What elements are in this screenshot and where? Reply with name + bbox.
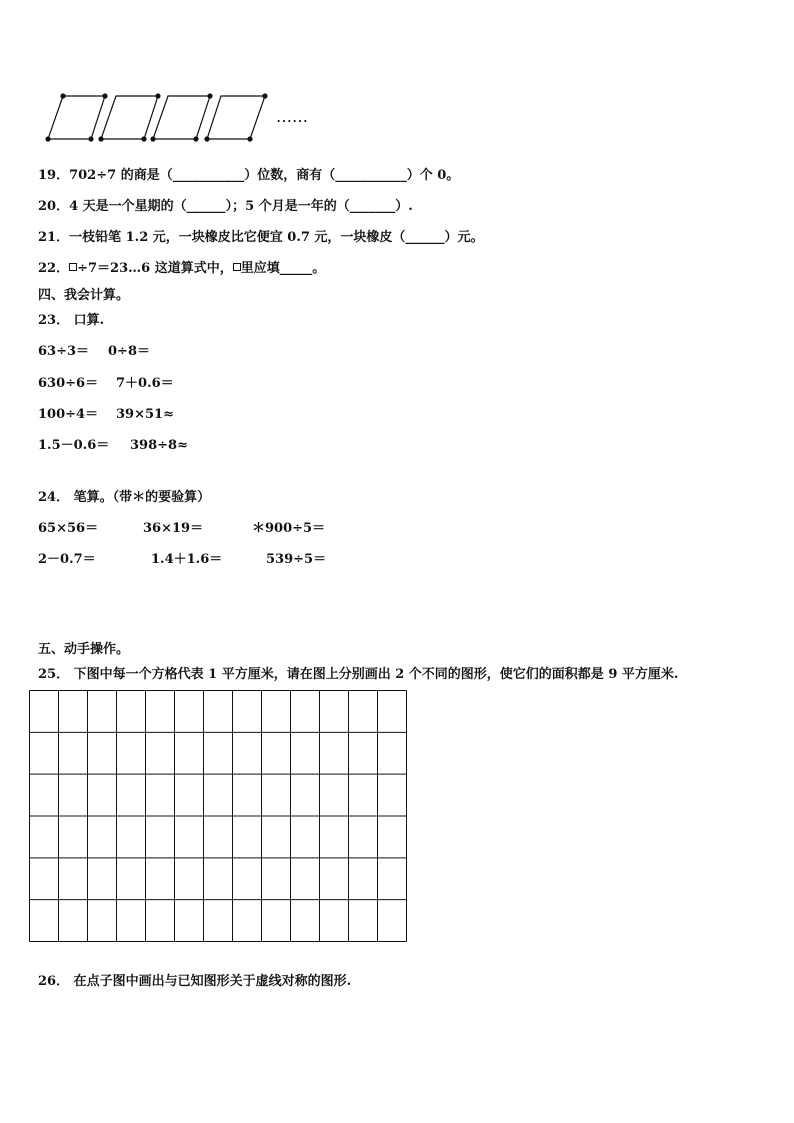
written-calc-item: 65×56＝ bbox=[38, 521, 99, 536]
section-4-heading: 四、我会计算。 bbox=[38, 288, 130, 303]
oral-calc-item: 398÷8≈ bbox=[130, 438, 188, 453]
oral-calc-item: 39×51≈ bbox=[116, 407, 174, 422]
question-25: 25． 下图中每一个方格代表 1 平方厘米，请在图上分别画出 2 个不同的图形，使它们的面积都是 9 平方厘米. bbox=[38, 667, 679, 682]
question-21: 21．一枝铅笔 1.2 元，一块橡皮比它便宜 0.7 元，一块橡皮（______）元。 bbox=[38, 230, 484, 245]
answer-blank[interactable]: ______ bbox=[405, 230, 445, 245]
answer-blank[interactable]: ______ bbox=[186, 199, 226, 214]
square-placeholder-icon bbox=[233, 263, 241, 271]
parallelogram-sequence-figure bbox=[0, 0, 794, 160]
written-calc-item: 1.4＋1.6＝ bbox=[151, 552, 223, 567]
oral-calc-item: 1.5－0.6＝ bbox=[38, 438, 110, 453]
square-placeholder-icon bbox=[69, 263, 77, 271]
parallelogram-2 bbox=[101, 96, 158, 139]
oral-calc-item: 63÷3＝ bbox=[38, 344, 90, 359]
oral-calc-item: 0÷8＝ bbox=[108, 344, 150, 359]
question-number: 22． bbox=[38, 261, 70, 276]
answer-blank[interactable]: _______ bbox=[349, 199, 396, 214]
section-5-heading: 五、动手操作。 bbox=[38, 642, 130, 657]
question-number: 20． bbox=[38, 199, 70, 214]
square-grid[interactable] bbox=[29, 690, 409, 944]
answer-blank[interactable]: _____ bbox=[279, 261, 313, 276]
oral-calc-item: 100÷4＝ bbox=[38, 407, 99, 422]
oral-calc-item: 630÷6＝ bbox=[38, 376, 99, 391]
parallelogram-3 bbox=[153, 96, 210, 139]
figure-ellipsis: …… bbox=[276, 107, 308, 126]
parallelogram-1 bbox=[48, 96, 105, 139]
question-23-title: 23． 口算. bbox=[38, 313, 105, 328]
question-19: 19．702÷7 的商是（___________）位数，商有（___________）个 0。 bbox=[38, 168, 460, 183]
question-number: 19． bbox=[38, 168, 70, 183]
answer-blank[interactable]: ___________ bbox=[335, 168, 407, 183]
question-20: 20．4 天是一个星期的（______）；5 个月是一年的（_______）. bbox=[38, 199, 413, 214]
written-calc-item: ＊900÷5＝ bbox=[252, 521, 326, 536]
question-number: 21． bbox=[38, 230, 70, 245]
oral-calc-item: 7＋0.6＝ bbox=[116, 376, 174, 391]
question-26: 26． 在点子图中画出与已知图形关于虚线对称的图形. bbox=[38, 974, 352, 989]
written-calc-item: 539÷5＝ bbox=[266, 552, 327, 567]
written-calc-item: 36×19＝ bbox=[143, 521, 204, 536]
question-22: 22． ÷7＝23…6 这道算式中， 里应填_____。 bbox=[38, 261, 326, 276]
question-24-title: 24． 笔算。（带＊的要验算） bbox=[38, 490, 211, 505]
answer-blank[interactable]: ___________ bbox=[172, 168, 245, 183]
parallelogram-4 bbox=[207, 96, 265, 139]
written-calc-item: 2－0.7＝ bbox=[38, 552, 96, 567]
